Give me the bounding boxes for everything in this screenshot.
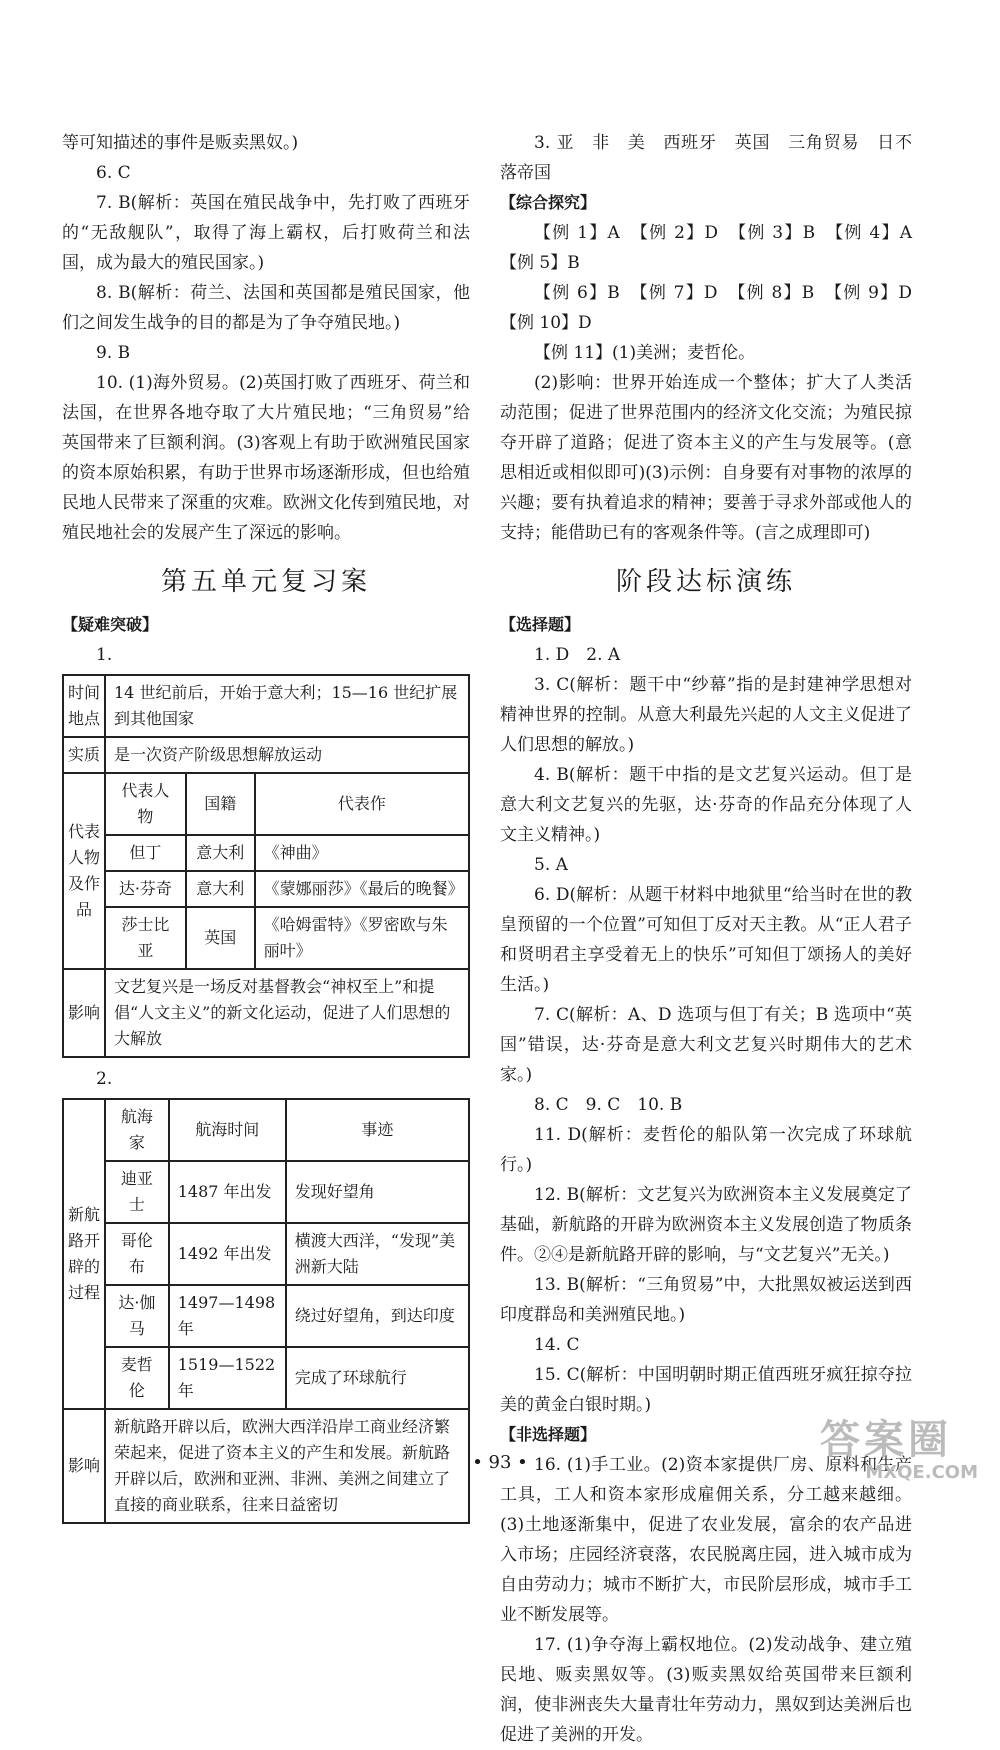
cell: 达·芬奇 [105,871,186,907]
row-label: 影响 [63,1409,105,1523]
table-row [63,773,469,835]
column-header: 国籍 [186,773,255,835]
table-row [63,907,469,969]
table-row [63,1161,469,1223]
left-column [62,128,470,1530]
table-row [63,1223,469,1285]
column-header: 代表作 [255,773,469,835]
answer-item: 17. (1)争夺海上霸权地位。(2)发动战争、建立殖民地、贩卖黑奴等。(3)贩卖黑奴给英国带来巨额利润，使非洲丧失大量青壮年劳动力，黑奴到达美洲后也促进了美洲的开发。 [500,1635,912,1745]
table-number: 1. [96,645,113,665]
answer-item: 4. B(解析：题干中指的是文艺复兴运动。但丁是意大利文艺复兴的先驱，达·芬奇的作品充分体现了人文主义精神。) [500,765,912,845]
unit-title: 第五单元复习案 [160,567,371,597]
section-heading: 【综合探究】 [500,193,597,212]
cell: 是一次资产阶级思想解放运动 [105,737,469,773]
cell: 《蒙娜丽莎》《最后的晚餐》 [255,871,469,907]
cell: 1487 年出发 [169,1161,286,1223]
cell: 横渡大西洋，“发现”美洲新大陆 [286,1223,469,1285]
table-number: 2. [96,1069,113,1089]
cell: 1497—1498 年 [169,1285,286,1347]
answer-item: 12. B(解析：文艺复兴为欧洲资本主义发展奠定了基础，新航路的开辟为欧洲资本主义发展创造了物质条件。②④是新航路开辟的影响，与“文艺复兴”无关。) [500,1185,912,1265]
answer-item: 8. B(解析：荷兰、法国和英国都是殖民国家，他们之间发生战争的目的都是为了争夺殖民地。) [62,283,470,333]
paragraph: 等可知描述的事件是贩卖黑奴。) [62,133,299,153]
cell: 但丁 [105,835,186,871]
table-row [63,675,469,737]
renaissance-table [62,674,470,1058]
answer-item: 16. (1)手工业。(2)资本家提供厂房、原料和生产工具，工人和资本家形成雇佣关系，分工越来越细。(3)土地逐渐集中，促进了农业发展，富余的农产品进入市场；庄园经济衰落，农民脱离庄园，进入城市成为自由劳动力；城市不断扩大，市民阶层形成，城市手工业不断发展等。 [500,1455,912,1625]
watermark-text: 答案圈 [820,1417,952,1463]
answer-item: 3. 亚 非 美 西班牙 英国 三角贸易 日不落帝国 [500,133,912,183]
cell: 意大利 [186,835,255,871]
table-row [63,969,469,1057]
answer-item: 15. C(解析：中国明朝时期正值西班牙疯狂掠夺拉美的黄金白银时期。) [500,1365,912,1415]
cell: 意大利 [186,871,255,907]
answer-item: 6. C [96,163,131,183]
page-number: • 93 • [472,1452,528,1473]
cell: 14 世纪前后，开始于意大利；15—16 世纪扩展到其他国家 [105,675,469,737]
answer-item: 8. C 9. C 10. B [534,1095,683,1115]
section-heading: 【选择题】 [500,615,581,634]
answer-item: 10. (1)海外贸易。(2)英国打败了西班牙、荷兰和法国，在世界各地夺取了大片殖民地；“三角贸易”给英国带来了巨额利润。(3)客观上有助于欧洲殖民国家的资本原始积累，有助于世界市场逐渐形成，但也给殖民地人民带来了深重的灾难。欧洲文化传到殖民地，对殖民地社会的发展产生了深远的影响。 [62,373,470,543]
section-heading: 【疑难突破】 [62,615,159,634]
watermark-url: MXQE.COM [865,1462,978,1483]
answer-item: 9. B [96,343,131,363]
cell: 文艺复兴是一场反对基督教会“神权至上”和提倡“人文主义”的新文化运动，促进了人们思想的大解放 [105,969,469,1057]
table-row [63,737,469,773]
cell: 《神曲》 [255,835,469,871]
column-header: 航海时间 [169,1099,286,1161]
cell: 麦哲伦 [105,1347,169,1409]
answer-item: 3. C(解析：题干中“纱幕”指的是封建神学思想对精神世界的控制。从意大利最先兴起的人文主义促进了人们思想的解放。) [500,675,912,755]
cell: 1519—1522 年 [169,1347,286,1409]
cell: 绕过好望角，到达印度 [286,1285,469,1347]
cell: 完成了环球航行 [286,1347,469,1409]
row-label: 时间地点 [63,675,105,737]
table-row [63,1347,469,1409]
row-label: 新航路开辟的过程 [63,1099,105,1409]
answer-item: 6. D(解析：从题干材料中地狱里“给当时在世的教皇预留的一个位置”可知但丁反对天主教。从“正人君子和贤明君主享受着无上的快乐”可知但丁颂扬人的美好生活。) [500,885,912,995]
cell: 1492 年出发 [169,1223,286,1285]
row-label: 影响 [63,969,105,1057]
cell: 发现好望角 [286,1161,469,1223]
cell: 哥伦布 [105,1223,169,1285]
cell: 《哈姆雷特》《罗密欧与朱丽叶》 [255,907,469,969]
section-heading: 【非选择题】 [500,1425,597,1444]
cell: 新航路开辟以后，欧洲大西洋沿岸工商业经济繁荣起来，促进了资本主义的产生和发展。新航路开辟以后，欧洲和亚洲、非洲、美洲之间建立了直接的商业联系，往来日益密切 [105,1409,469,1523]
cell: 英国 [186,907,255,969]
answer-item: 【例 11】(1)美洲；麦哲伦。 [534,343,756,363]
cell: 达·伽马 [105,1285,169,1347]
answer-item: 【例 6】B 【例 7】D 【例 8】B 【例 9】D 【例 10】D [500,283,929,333]
answer-item: 1. D 2. A [534,645,621,665]
answer-item: 7. C(解析：A、D 选项与但丁有关；B 选项中“英国”错误，达·芬奇是意大利文艺复兴时期伟大的艺术家。) [500,1005,912,1085]
cell: 迪亚士 [105,1161,169,1223]
cell: 莎士比亚 [105,907,186,969]
column-header: 航海家 [105,1099,169,1161]
answer-item: 14. C [534,1335,580,1355]
column-header: 事迹 [286,1099,469,1161]
table-row [63,835,469,871]
section-title: 阶段达标演练 [615,567,796,597]
answer-item: 11. D(解析：麦哲伦的船队第一次完成了环球航行。) [500,1125,912,1175]
row-label: 代表人物及作品 [63,773,105,969]
table-row [63,871,469,907]
table-row [63,1099,469,1161]
answer-item: 13. B(解析：“三角贸易”中，大批黑奴被运送到西印度群岛和美洲殖民地。) [500,1275,912,1325]
table-row [63,1285,469,1347]
column-header: 代表人物 [105,773,186,835]
answer-item: 5. A [534,855,568,875]
row-label: 实质 [63,737,105,773]
answer-item: 【例 1】A 【例 2】D 【例 3】B 【例 4】A 【例 5】B [500,223,929,273]
answer-item: 7. B(解析：英国在殖民战争中，先打败了西班牙的“无敌舰队”，取得了海上霸权，后打败荷兰和法国，成为最大的殖民国家。) [62,193,470,273]
watermark-logo [820,1418,990,1488]
answer-item: (2)影响：世界开始连成一个整体；扩大了人类活动范围；促进了世界范围内的经济文化交流；为殖民掠夺开辟了道路；促进了资本主义的产生与发展等。(意思相近或相似即可)(3)示例：自身要有对事物的浓厚的兴趣；要有执着追求的精神；要善于寻求外部或他人的支持；能借助已有的客观条件等。(言之成理即可) [500,373,912,543]
